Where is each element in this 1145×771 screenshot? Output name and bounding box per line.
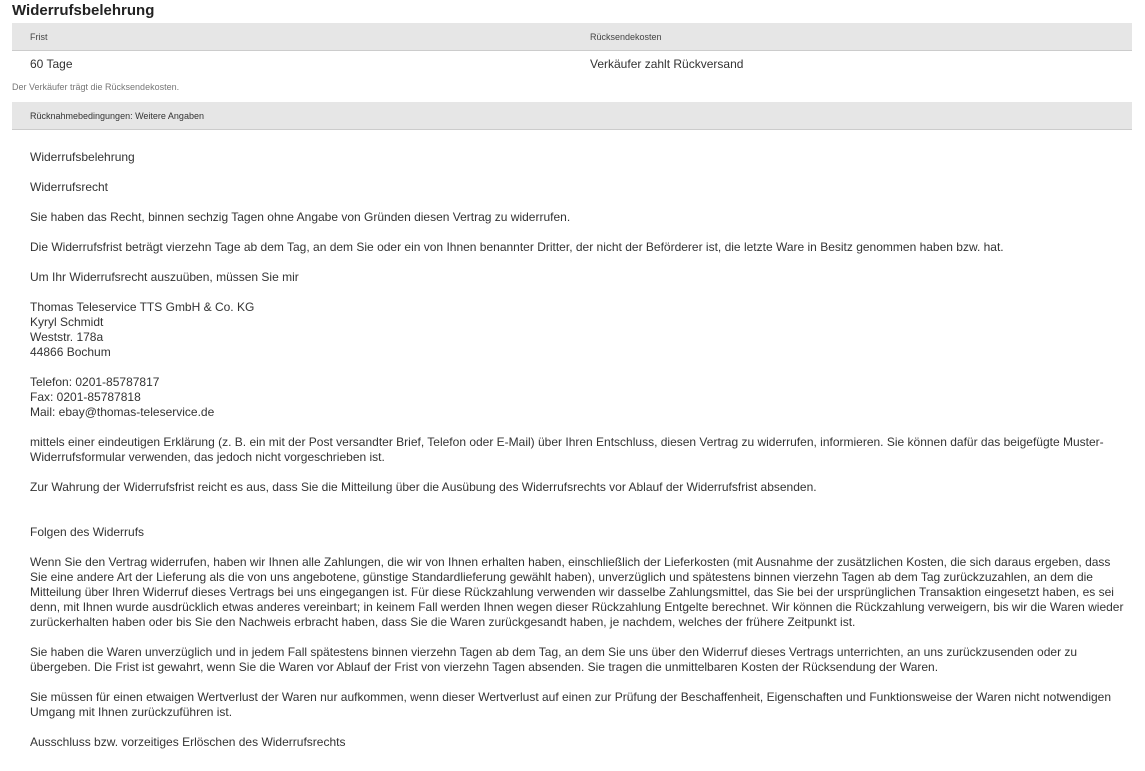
subheading-ausschluss: Ausschluss bzw. vorzeitiges Erlöschen des Widerrufsrechts: [30, 735, 346, 749]
paragraph: Widerrufsrecht: [30, 180, 109, 194]
cell-frist: 60 Tage: [30, 57, 73, 71]
return-policy-text: [30, 150, 1130, 765]
address-block: Thomas Teleservice TTS GmbH & Co. KG Kyryl Schmidt Weststr. 178a 44866 Bochum: [30, 300, 255, 359]
subheading-folgen: Folgen des Widerrufs: [30, 525, 145, 539]
section-header: [12, 102, 1132, 130]
page-title: Widerrufsbelehrung: [12, 2, 155, 19]
paragraph: Wenn Sie den Vertrag widerrufen, haben wir Ihnen alle Zahlungen, die wir von Ihnen erhalten haben, einschließlich der Lieferkosten (mit Ausnahme der zusätzlichen Kosten, die sich daraus ergeben, dass Sie eine andere Art der Lieferung als die von uns angebotene, günstige Standardlieferung gewählt haben), unverzüglich und spätestens binnen vierzehn Tagen ab dem Tag zurückzuzahlen, an dem die Mitteilung über Ihren Widerruf dieses Vertrags bei uns eingegangen ist. Für diese Rückzahlung verwenden wir dasselbe Zahlungsmittel, das Sie bei der ursprünglichen Transaktion eingesetzt haben, es sei denn, mit Ihnen wurde ausdrücklich etwas anderes vereinbart; in keinem Fall werden Ihnen wegen dieser Rückzahlung Entgelte berechnet. Wir können die Rückzahlung verweigern, bis wir die Waren wieder zurückerhalten haben oder bis Sie den Nachweis erbracht haben, dass Sie die Waren zurückgesandt haben, je nachdem, welches der frühere Zeitpunkt ist.: [30, 555, 1124, 629]
column-header-ruecksendekosten: Rücksendekosten: [590, 32, 662, 42]
paragraph: Die Widerrufsfrist beträgt vierzehn Tage ab dem Tag, an dem Sie oder ein von Ihnen benannter Dritter, der nicht der Beförderer ist, die letzte Ware in Besitz genommen haben bzw. hat.: [30, 240, 1004, 254]
paragraph: Widerrufsbelehrung: [30, 150, 135, 164]
return-cost-note: Der Verkäufer trägt die Rücksendekosten.: [12, 82, 180, 92]
table-header: [12, 23, 1132, 51]
paragraph: mittels einer eindeutigen Erklärung (z. B. ein mit der Post versandter Brief, Telefon oder E-Mail) über Ihren Entschluss, diesen Vertrag zu widerrufen, informieren. Sie können dafür das beigefügte Muster-Widerrufsformular verwenden, das jedoch nicht vorgeschrieben ist.: [30, 435, 1104, 464]
column-header-frist: Frist: [30, 32, 48, 42]
paragraph: Sie müssen für einen etwaigen Wertverlust der Waren nur aufkommen, wenn dieser Wertverlust auf einen zur Prüfung der Beschaffenheit, Eigenschaften und Funktionsweise der Waren nicht notwendigen Umgang mit Ihnen zurückzuführen ist.: [30, 690, 1112, 719]
table-row: [12, 51, 1132, 79]
contact-block: Telefon: 0201-85787817 Fax: 0201-85787818 Mail: ebay@thomas-teleservice.de: [30, 375, 215, 419]
section-header-label: Rücknahmebedingungen: Weitere Angaben: [30, 111, 204, 121]
paragraph: Zur Wahrung der Widerrufsfrist reicht es aus, dass Sie die Mitteilung über die Ausübung des Widerrufsrechts vor Ablauf der Widerrufsfrist absenden.: [30, 480, 817, 494]
paragraph: Um Ihr Widerrufsrecht auszuüben, müssen Sie mir: [30, 270, 299, 284]
paragraph: Sie haben das Recht, binnen sechzig Tagen ohne Angabe von Gründen diesen Vertrag zu widerrufen.: [30, 210, 571, 224]
paragraph: Sie haben die Waren unverzüglich und in jedem Fall spätestens binnen vierzehn Tagen ab dem Tag, an dem Sie uns über den Widerruf dieses Vertrags unterrichten, an uns zurückzusenden oder zu übergeben. Die Frist ist gewahrt, wenn Sie die Waren vor Ablauf der Frist von vierzehn Tagen absenden. Sie tragen die unmittelbaren Kosten der Rücksendung der Waren.: [30, 645, 1078, 674]
cell-ruecksendekosten: Verkäufer zahlt Rückversand: [590, 57, 744, 71]
